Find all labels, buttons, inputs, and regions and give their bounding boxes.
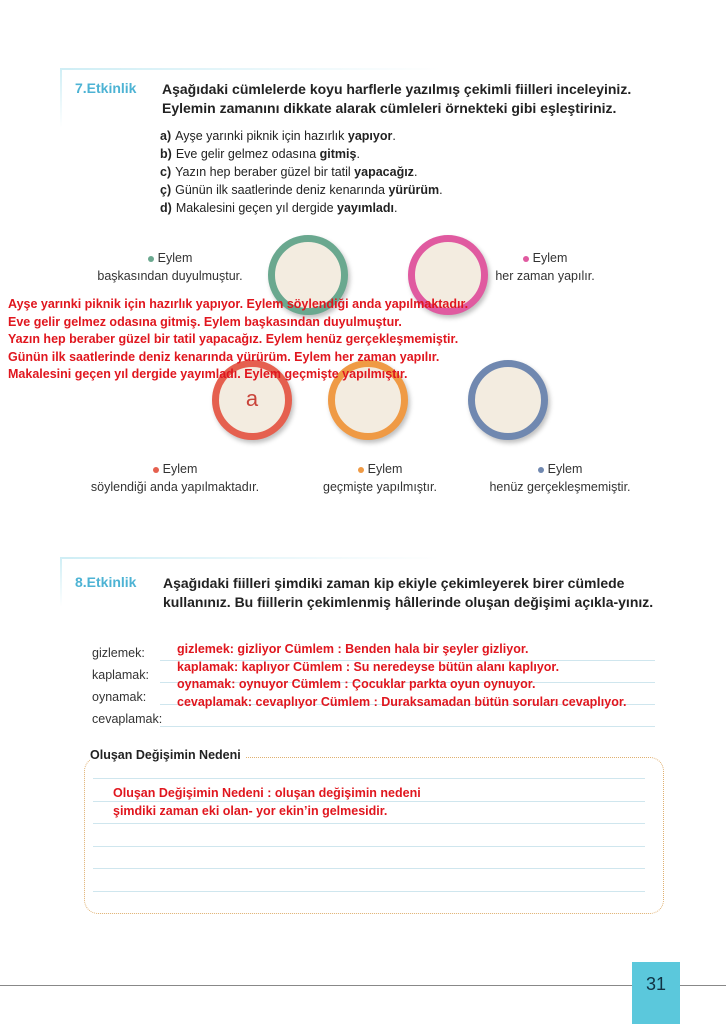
sentence-end: . [356, 147, 360, 161]
page-number: 31 [632, 962, 680, 1024]
answer-line: Makalesini geçen yıl dergide yayımladı. Eylem geçmişte yapılmıştır. [8, 367, 408, 381]
reason-answer-line: şimdiki zaman eki olan- yor ekin’in gelmesidir. [113, 803, 388, 818]
sentence-verb: yapacağız [354, 165, 414, 179]
answer-line: Yazın hep beraber güzel bir tatil yapacağız. Eylem henüz gerçekleşmemiştir. [8, 332, 459, 346]
activity7-label: 7.Etkinlik [75, 80, 137, 96]
activity7-answers [8, 296, 468, 384]
sentence-verb: yapıyor [347, 129, 393, 143]
sentence-end: . [392, 129, 396, 143]
category-label [60, 460, 290, 496]
category-label [470, 249, 620, 285]
sentence-text: Günün ilk saatlerinde deniz kenarında [175, 183, 389, 197]
category-desc: başkasından duyulmuştur. [97, 269, 243, 283]
reason-writing-line[interactable] [93, 846, 645, 847]
sentence-item [160, 182, 443, 200]
answer-line: cevaplamak: cevaplıyor Cümlem : Duraksamadan bütün soruları cevaplıyor. [177, 694, 627, 709]
reason-writing-line[interactable] [93, 778, 645, 779]
category-label [470, 460, 650, 496]
divider [60, 68, 440, 70]
circle-answer: a [245, 386, 259, 411]
sentence-text: Eve gelir gelmez odasına [175, 147, 320, 161]
circle-blue [468, 360, 548, 440]
reason-answer-line: Oluşan Değişimin Nedeni : oluşan değişimin nedeni [113, 786, 421, 800]
sentence-text: Ayşe yarınki piknik için hazırlık [175, 129, 348, 143]
sentence-letter: c) [160, 165, 172, 179]
category-label [80, 249, 260, 285]
sentence-verb: yayımladı [337, 201, 394, 215]
sentence-item [160, 146, 360, 164]
category-title: Eylem [367, 462, 403, 476]
bullet-icon [153, 467, 159, 473]
sentence-text: Makalesini geçen yıl dergide [175, 201, 338, 215]
sentence-letter: a) [160, 129, 172, 143]
reason-writing-line[interactable] [93, 868, 645, 869]
sentence-item [160, 200, 397, 218]
answer-line: oynamak: oynuyor Cümlem : Çocuklar parkta oyun oynuyor. [177, 677, 536, 691]
reason-writing-line[interactable] [93, 891, 645, 892]
activity8-answers [177, 641, 626, 711]
answer-line-field[interactable] [160, 726, 655, 727]
sentence-end: . [394, 201, 398, 215]
bullet-icon [148, 256, 154, 262]
sentence-verb: yürürüm [388, 183, 440, 197]
category-title: Eylem [532, 251, 568, 265]
category-title: Eylem [162, 462, 198, 476]
sentence-end: . [413, 165, 418, 179]
category-desc: söylendiği anda yapılmaktadır. [90, 480, 260, 494]
activity7-instruction: Aşağıdaki cümlelerde koyu harflerle yazılmış çekimli fiilleri inceleyiniz. Eylemin zamanını dikkate alarak cümleleri örnekteki gibi eşleştiriniz. [162, 81, 632, 116]
verb-label: kaplamak: [92, 668, 149, 682]
sentence-letter: b) [160, 147, 172, 161]
category-title: Eylem [547, 462, 583, 476]
divider [60, 68, 62, 128]
sentence-item [160, 128, 396, 146]
sentence-text: Yazın hep beraber güzel bir tatil [175, 165, 355, 179]
answer-line: kaplamak: kaplıyor Cümlem : Su neredeyse bütün alanı kaplıyor. [177, 659, 560, 674]
verb-label: cevaplamak: [92, 712, 163, 726]
reason-answer [113, 785, 421, 820]
sentence-letter: d) [160, 201, 172, 215]
sentence-letter: ç) [160, 183, 172, 197]
reason-title: Oluşan Değişimin Nedeni [90, 748, 245, 762]
answer-line: Günün ilk saatlerinde deniz kenarında yürürüm. Eylem her zaman yapılır. [8, 349, 440, 364]
sentence-end: . [439, 183, 443, 197]
activity8-label: 8.Etkinlik [75, 574, 137, 590]
category-title: Eylem [157, 251, 193, 265]
verb-label: gizlemek: [92, 646, 145, 660]
activity8-instruction: Aşağıdaki fiilleri şimdiki zaman kip ekiyle çekimleyerek birer cümlede kullanınız. Bu fiillerin çekimlenmiş hâllerinde oluşan değişimi açıkla-yınız. [163, 575, 654, 610]
divider [60, 557, 62, 607]
bullet-icon [538, 467, 544, 473]
category-desc: her zaman yapılır. [495, 269, 595, 283]
sentence-verb: gitmiş [319, 147, 357, 161]
sentence-item [160, 164, 417, 182]
category-desc: geçmişte yapılmıştır. [323, 480, 437, 494]
divider [60, 557, 440, 559]
category-desc: henüz gerçekleşmemiştir. [489, 480, 631, 494]
bullet-icon [523, 256, 529, 262]
bullet-icon [358, 467, 364, 473]
footer-line [0, 985, 726, 986]
answer-line: gizlemek: gizliyor Cümlem : Benden hala bir şeyler gizliyor. [177, 642, 529, 656]
reason-writing-line[interactable] [93, 823, 645, 824]
answer-line: Ayşe yarınki piknik için hazırlık yapıyor. Eylem söylendiği anda yapılmaktadır. [8, 297, 469, 311]
category-label [300, 460, 460, 496]
verb-label: oynamak: [92, 690, 147, 704]
answer-line: Eve gelir gelmez odasına gitmiş. Eylem başkasından duyulmuştur. [8, 314, 402, 329]
